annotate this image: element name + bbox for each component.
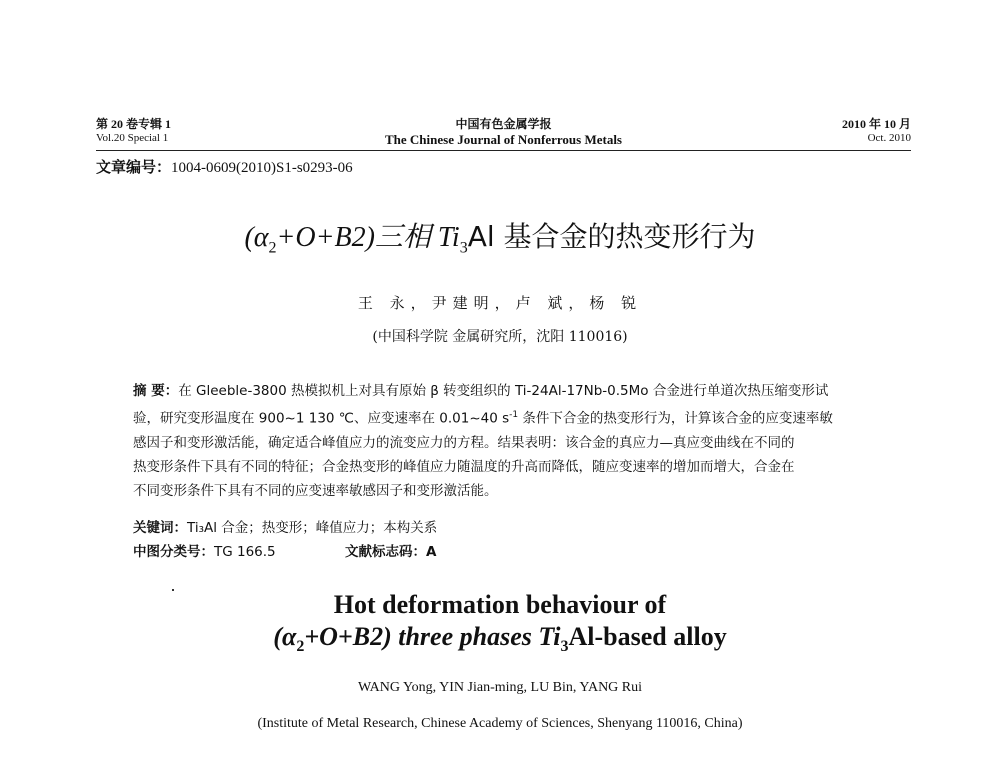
journal-name-cn: 中国有色金属学报 (455, 117, 552, 131)
article-id (96, 156, 353, 177)
abstract-line-5: 不同变形条件下具有不同的应变速率敏感因子和变形激活能。 (133, 482, 498, 499)
abstract-line-3: 感因子和变形激活能，确定适合峰值应力的流变应力的方程。结果表明：该合金的真应力—真应变曲线在不同的 (133, 434, 795, 451)
keywords-value: Ti₃Al 合金；热变形；峰值应力；本构关系 (187, 520, 438, 536)
abstract-label: 摘 要： (133, 383, 179, 399)
clc-value: TG 166.5 (214, 544, 276, 560)
volume-en: Vol.20 Special 1 (96, 132, 169, 144)
authors-en: WANG Yong, YIN Jian-ming, LU Bin, YANG Rui (357, 680, 643, 695)
article-id-label: 文章编号： (96, 158, 172, 176)
affiliation-en: (Institute of Metal Research, Chinese Academy of Sciences, Shenyang 110016, China) (257, 716, 743, 731)
affiliation-cn: (中国科学院 金属研究所，沈阳 110016) (372, 329, 628, 345)
abstract-line-4: 热变形条件下具有不同的特征；合金热变形的峰值应力随温度的升高而降低，随应变速率的增加而增大，合金在 (133, 458, 795, 475)
keywords-label: 关键词： (133, 520, 187, 536)
running-header-en (96, 132, 911, 152)
doc-code-value: A (426, 544, 437, 560)
date-cn: 2010 年 10 月 (841, 117, 911, 131)
header-rule (96, 150, 911, 151)
abstract-line-2: 验，研究变形温度在 900~1 130 ℃、应变速率在 0.01~40 $s^{-1}$ 条件下合金的热变形行为，计算该合金的应变速率敏 (133, 410, 833, 427)
abstract-line-1: 摘 要：在 Gleeble-3800 热模拟机上对具有原始 β 转变组织的 Ti-24Al-17Nb-0.5Mo 合金进行单道次热压缩变形试 (133, 383, 829, 399)
doc-code-label: 文献标志码： (345, 544, 426, 560)
title-cn: $(\alpha_2+O+B2)$三相 $Ti_3Al$ 基合金的热变形行为 (244, 220, 756, 257)
article-id-value: 1004-0609(2010)S1-s0293-06 (171, 160, 353, 176)
title-en-line-2: $(\alpha_2+O+B2)$ three phases $Ti_3Al$-based alloy (273, 622, 727, 656)
classification (133, 540, 437, 560)
volume-cn: 第 20 卷专辑 1 (96, 117, 172, 131)
authors-cn: 王 永，尹建明，卢 斌，杨 锐 (357, 294, 643, 312)
abstract-cn (133, 379, 878, 503)
clc-label: 中图分类号： (133, 544, 214, 560)
keywords (133, 516, 437, 536)
journal-name-en: The Chinese Journal of Nonferrous Metals (384, 132, 622, 147)
date-en: Oct. 2010 (867, 132, 911, 144)
title-en-line-1: Hot deformation behaviour of (333, 590, 667, 619)
